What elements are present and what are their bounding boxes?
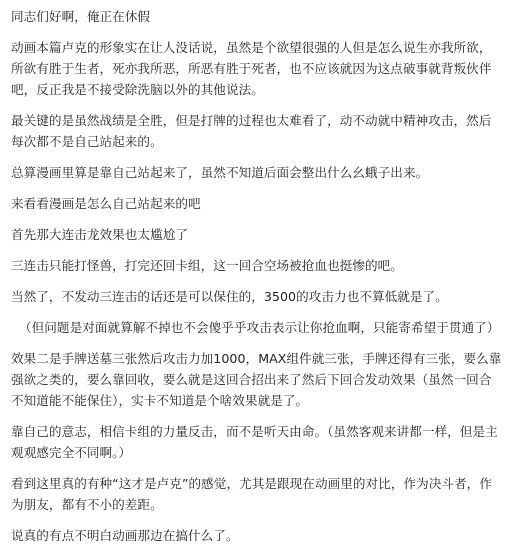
- paragraph-duel-record: 最关键的是虽然战绩是全胜，但是打牌的过程也太难看了，动不动就中精神攻击，然后每次都不是自己站起来的。: [11, 113, 492, 149]
- paragraph-lets-see: 来看看漫画是怎么自己站起来的吧: [11, 196, 201, 211]
- paragraph-piercing-note: （但问题是对面就算解不掉也不会傻乎乎攻击表示让你抢血啊，只能寄希望于贯通了）: [19, 320, 500, 335]
- paragraph-attack-3500: 当然了，不发动三连击的话还是可以保住的，3500的攻击力也不算低就是了。: [11, 289, 448, 304]
- paragraph-effect-two: 效果二是手牌送墓三张然后攻击力加1000，MAX组件就三张，手牌还得有三张，要么靠强欲之类的，要么靠回收，要么就是这回合招出来了然后下回合发动效果（虽然一回合不知道能不能保住），实卡不知道是个啥效果就是了。: [11, 351, 502, 408]
- paragraph-anime-luke: 动画本篇卢克的形象实在让人没话说，虽然是个欲望很强的人但是怎么说生亦我所欲，所欲有胜于生者，死亦我所恶，所恶有胜于死者，也不应该就因为这点破事就背叛伙伴吧，反正我是不接受除洗脑以外的其他说法。: [11, 40, 492, 97]
- paragraph-closing: 说真的有点不明白动画那边在搞什么了。: [11, 528, 239, 543]
- paragraph-own-will: 靠自己的意志，相信卡组的力量反击，而不是听天由命。（虽然客观来讲都一样，但是主观观感完全不同啊。）: [11, 424, 498, 460]
- paragraph-real-luke: 看到这里真的有种“这才是卢克”的感觉，尤其是跟现在动画里的对比，作为决斗者，作为朋友，都有不小的差距。: [11, 476, 492, 512]
- paragraph-manga-stand-up: 总算漫画里算是靠自己站起来了，虽然不知道后面会整出什么幺蛾子出来。: [11, 165, 429, 180]
- paragraph-triple-attack-effect: 三连击只能打怪兽，打完还回卡组，这一回合空场被抢血也挺惨的吧。: [11, 258, 403, 273]
- paragraph-greeting: 同志们好啊，俺正在休假: [11, 9, 151, 24]
- paragraph-triple-attack-dragon: 首先那大连击龙效果也太尴尬了: [11, 227, 189, 242]
